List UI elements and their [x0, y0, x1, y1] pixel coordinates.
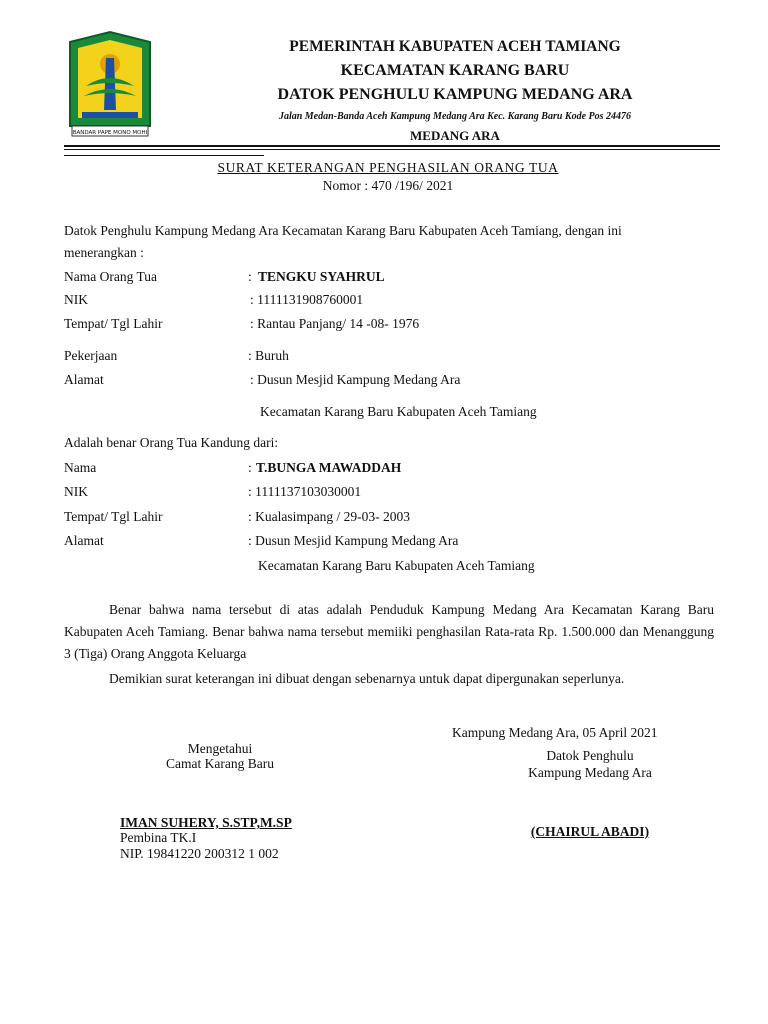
child-birth-value: : Kualasimpang / 29-03- 2003 [248, 509, 410, 524]
right-signer-name: (CHAIRUL ABADI) [530, 824, 650, 839]
child-nik-value: : 1111137103030001 [248, 484, 362, 499]
parent-name-colon: : [248, 269, 252, 284]
document-title: SURAT KETERANGAN PENGHASILAN ORANG TUA [217, 160, 559, 175]
statement-paragraph: Benar bahwa nama tersebut di atas adalah Penduduk Kampung Medang Ara Kecamatan Karang Baru Kabupaten Aceh Tamiang. Benar bahwa nama tersebut memiiki penghasilan Rata-rata Rp. 1.500.000 dan Menanggung 3 (Tiga) Orang Anggota Keluarga [64, 602, 714, 661]
child-nik-label: NIK [64, 484, 88, 499]
child-name-label: Nama [64, 460, 97, 475]
closing-paragraph: Demikian surat keterangan ini dibuat dengan sebenarnya untuk dapat dipergunakan seperlunya. [109, 671, 625, 686]
child-address-label: Alamat [64, 533, 104, 548]
left-signer-rank: Pembina TK.I [120, 830, 197, 845]
left-signer-nip: NIP. 19841220 200312 1 002 [120, 846, 279, 861]
left-sign-line-2: Camat Karang Baru [166, 756, 274, 771]
document-number: Nomor : 470 /196/ 2021 [322, 178, 454, 193]
child-address-value-2: Kecamatan Karang Baru Kabupaten Aceh Tamiang [258, 558, 535, 573]
svg-text:BANDAR PAPE MONO MOHI: BANDAR PAPE MONO MOHI [72, 130, 148, 136]
header-rule-thin [64, 149, 720, 150]
header-line-3: DATOK PENGHULU KAMPUNG MEDANG ARA [277, 86, 633, 103]
title-rule [64, 155, 264, 156]
parent-birth-value: : Rantau Panjang/ 14 -08- 1976 [250, 316, 420, 331]
regency-logo [62, 30, 158, 138]
child-birth-label: Tempat/ Tgl Lahir [64, 509, 163, 524]
child-name-value: T.BUNGA MAWADDAH [256, 460, 402, 475]
header-line-1: PEMERINTAH KABUPATEN ACEH TAMIANG [289, 38, 621, 55]
child-intro: Adalah benar Orang Tua Kandung dari: [64, 435, 279, 450]
child-address-value: : Dusun Mesjid Kampung Medang Ara [248, 533, 459, 548]
header-village: MEDANG ARA [410, 128, 500, 143]
left-signer-name: IMAN SUHERY, S.STP,M.SP [120, 815, 292, 830]
right-sign-line-1: Datok Penghulu [546, 748, 634, 763]
parent-birth-label: Tempat/ Tgl Lahir [64, 316, 163, 331]
child-name-colon: : [248, 460, 252, 475]
parent-address-label: Alamat [64, 372, 104, 387]
logo-tower [104, 58, 116, 110]
parent-address-value: : Dusun Mesjid Kampung Medang Ara [250, 372, 461, 387]
header-address: Jalan Medan-Banda Aceh Kampung Medang Ara Kec. Karang Baru Kode Pos 24476 [278, 111, 632, 122]
parent-job-value: : Buruh [248, 348, 289, 363]
parent-job-label: Pekerjaan [64, 348, 118, 363]
parent-nik-value: : 1111131908760001 [250, 292, 364, 307]
left-sign-line-1: Mengetahui [187, 741, 253, 756]
parent-name-label: Nama Orang Tua [64, 269, 157, 284]
header-rule-thick [64, 145, 720, 147]
right-sign-line-2: Kampung Medang Ara [528, 765, 652, 780]
parent-nik-label: NIK [64, 292, 88, 307]
parent-address-value-2: Kecamatan Karang Baru Kabupaten Aceh Tamiang [260, 404, 537, 419]
header-line-2: KECAMATAN KARANG BARU [340, 62, 570, 79]
place-date: Kampung Medang Ara, 05 April 2021 [452, 725, 658, 740]
intro-line-1: Datok Penghulu Kampung Medang Ara Kecamatan Karang Baru Kabupaten Aceh Tamiang, dengan ini [64, 223, 622, 238]
parent-name-value: TENGKU SYAHRUL [258, 269, 385, 284]
intro-line-2: menerangkan : [64, 245, 144, 260]
